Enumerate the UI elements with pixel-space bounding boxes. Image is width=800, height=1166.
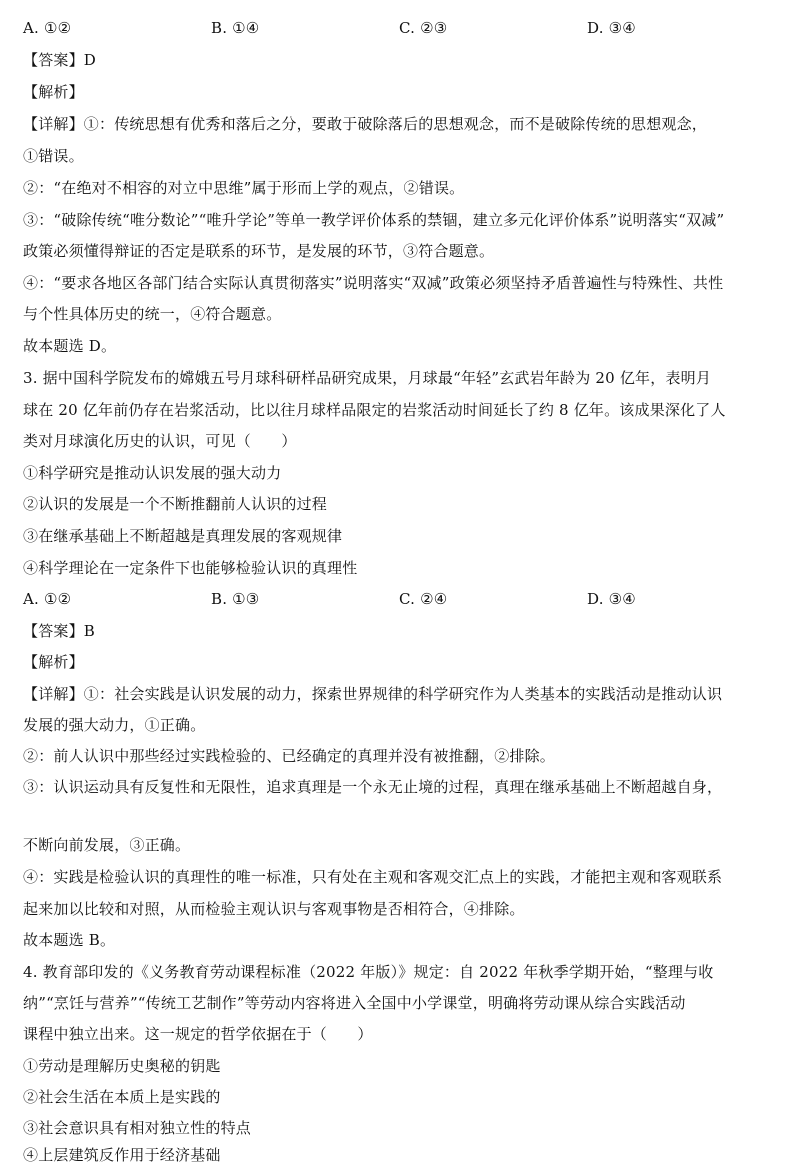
q3-item: ④科学理论在一定条件下也能够检验认识的真理性 [23,559,358,577]
q4-stem-line: 纳”“烹饪与营养”“传统工艺制作”等劳动内容将进入全国中小学课堂，明确将劳动课从综合实践活动 [23,994,686,1012]
q2-detail-line: ①错误。 [23,147,84,165]
q2-detail-line: ③：“破除传统“唯分数论”“唯升学论”等单一教学评价体系的禁锢，建立多元化评价体系”说明落实“双减” [23,211,725,229]
q2-detail-line: 【详解】①：传统思想有优秀和落后之分，要敢于破除落后的思想观念，而不是破除传统的思想观念， [23,115,708,133]
q3-detail-line: 发展的强大动力，①正确。 [23,716,206,734]
q2-option-c: C. ②③ [399,19,448,37]
q3-detail-line: 不断向前发展，③正确。 [23,836,191,854]
q4-item: ④上层建筑反作用于经济基础 [23,1146,221,1164]
q3-detail-line: ④：实践是检验认识的真理性的唯一标准，只有处在主观和客观交汇点上的实践，才能把主观和客观联系 [23,868,723,886]
q2-options [23,17,780,39]
q2-option-d: D. ③④ [587,19,636,37]
q3-analysis-heading: 【解析】 [23,653,84,671]
q3-item: ①科学研究是推动认识发展的强大动力 [23,464,282,482]
q3-item: ②认识的发展是一个不断推翻前人认识的过程 [23,495,328,513]
q3-options [23,588,780,610]
q3-stem-line: 球在 20 亿年前仍存在岩浆活动，比以往月球样品限定的岩浆活动时间延长了约 8 亿年。该成果深化了人 [23,401,726,419]
q3-detail-line: ②：前人认识中那些经过实践检验的、已经确定的真理并没有被推翻，②排除。 [23,747,556,765]
q3-option-b: B. ①③ [211,590,260,608]
q2-answer: 【答案】D [23,51,97,69]
q2-detail-line: ④：“要求各地区各部门结合实际认真贯彻落实”说明落实“双减”政策必须坚持矛盾普遍性与特殊性、共性 [23,274,724,292]
q3-detail-line: 【详解】①：社会实践是认识发展的动力，探索世界规律的科学研究作为人类基本的实践活动是推动认识 [23,685,723,703]
q4-stem-line: 4. 教育部印发的《义务教育劳动课程标准（2022 年版）》规定：自 2022 年秋季学期开始，“整理与收 [23,963,714,981]
q3-conclusion: 故本题选 B。 [23,931,116,949]
q3-item: ③在继承基础上不断超越是真理发展的客观规律 [23,527,343,545]
q2-analysis-heading: 【解析】 [23,83,84,101]
q3-option-c: C. ②④ [399,590,448,608]
q3-answer: 【答案】B [23,622,96,640]
q2-detail-line: 政策必须懂得辩证的否定是联系的环节，是发展的环节，③符合题意。 [23,242,495,260]
q2-detail-line: 与个性具体历史的统一，④符合题意。 [23,305,282,323]
q4-item: ③社会意识具有相对独立性的特点 [23,1119,252,1137]
q4-item: ②社会生活在本质上是实践的 [23,1088,221,1106]
q4-stem-line: 课程中独立出来。这一规定的哲学依据在于（ ） [23,1025,373,1043]
q3-option-d: D. ③④ [587,590,636,608]
q2-option-b: B. ①④ [211,19,260,37]
q4-item: ①劳动是理解历史奥秘的钥匙 [23,1057,221,1075]
q3-option-a: A. ①② [23,590,72,608]
q3-stem-line: 类对月球演化历史的认识，可见（ ） [23,432,297,450]
q3-detail-line: 起来加以比较和对照，从而检验主观认识与客观事物是否相符合，④排除。 [23,900,525,918]
q3-detail-line: ③：认识运动具有反复性和无限性，追求真理是一个永无止境的过程，真理在继承基础上不断超越自身， [23,778,723,796]
q2-detail-line: ②：“在绝对不相容的对立中思维”属于形而上学的观点，②错误。 [23,179,465,197]
q2-conclusion: 故本题选 D。 [23,337,117,355]
q3-stem-line: 3. 据中国科学院发布的嫦娥五号月球科研样品研究成果，月球最“年轻”玄武岩年龄为 20 亿年，表明月 [23,369,712,387]
q2-option-a: A. ①② [23,19,72,37]
